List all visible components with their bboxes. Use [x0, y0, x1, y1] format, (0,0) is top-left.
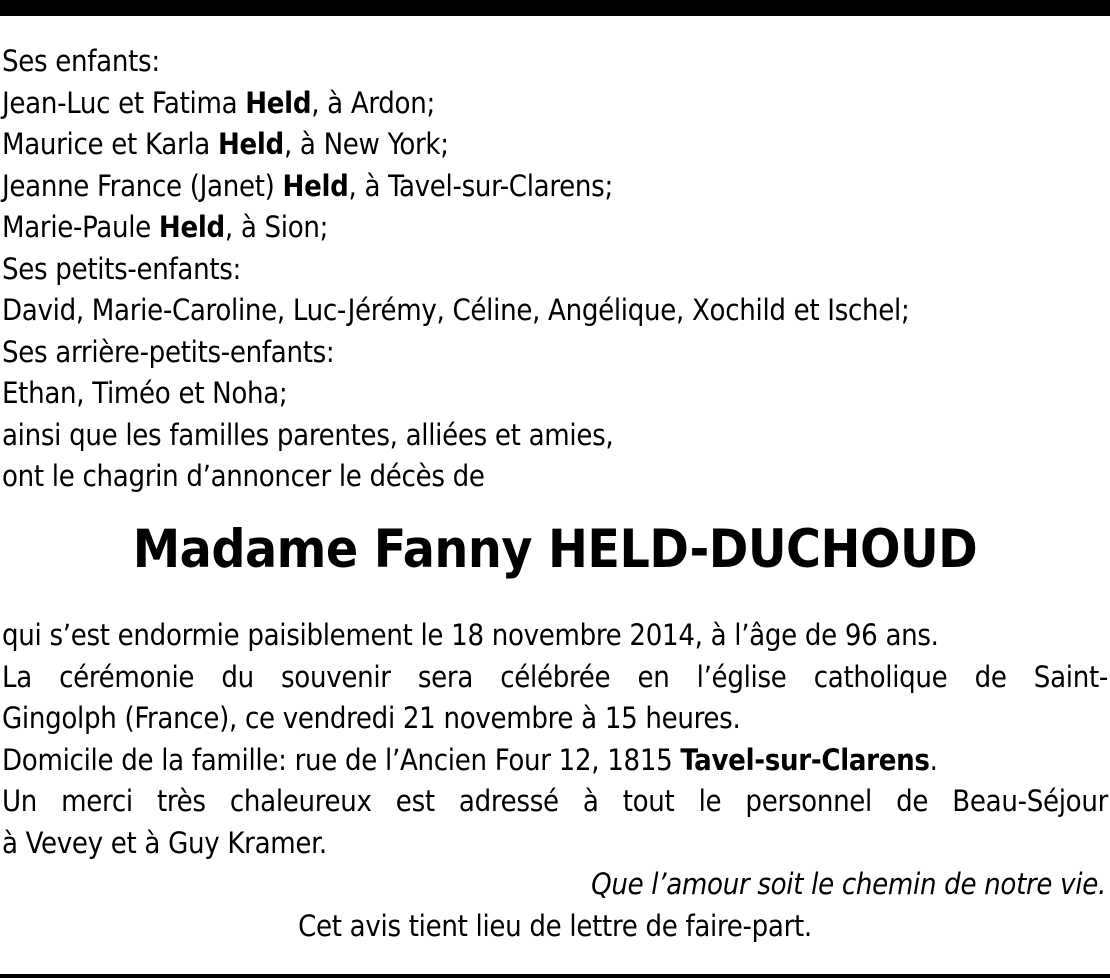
great-grandchildren-names: Ethan, Timéo et Noha; [2, 376, 288, 410]
grandchildren-heading: Ses petits-enfants: [2, 251, 242, 286]
child-location: , à New York; [283, 127, 449, 161]
child-surname: Held [158, 210, 225, 244]
bottom-rule [0, 974, 1110, 978]
announce-line: ont le chagrin d’annoncer le décès de [2, 459, 485, 493]
domicile-line [2, 740, 1108, 782]
ceremony-line: La cérémonie du souvenir sera célébrée en l’église catholique de Saint- [2, 659, 1108, 694]
children-heading: Ses enfants: [2, 44, 160, 78]
ceremony-line: Gingolph (France), ce vendredi 21 novembre à 15 heures. [2, 701, 741, 735]
child-location: , à Tavel-sur-Clarens; [348, 168, 613, 203]
child-line [2, 124, 1108, 166]
child-line [2, 83, 1108, 125]
domicile-place: Tavel-sur-Clarens [680, 742, 930, 777]
child-location: , à Ardon; [311, 85, 435, 120]
domicile-address: Domicile de la famille: rue de l’Ancien Four 12, 1815 [2, 742, 681, 777]
great-grandchildren-heading: Ses arrière-petits-enfants: [2, 334, 335, 369]
closing-note: Cet avis tient lieu de lettre de faire-part. [298, 908, 812, 943]
child-location: , à Sion; [224, 210, 329, 244]
child-first-names: Marie-Paule [2, 210, 159, 244]
thanks-line: à Vevey et à Guy Kramer. [2, 825, 327, 860]
child-first-names: Jean-Luc et Fatima [2, 85, 246, 120]
motto: Que l’amour soit le chemin de notre vie. [591, 867, 1106, 901]
death-line: qui s’est endormie paisiblement le 18 novembre 2014, à l’âge de 96 ans. [2, 618, 939, 652]
child-line [2, 166, 1108, 208]
child-first-names: Maurice et Karla [2, 127, 218, 161]
grandchildren-names: David, Marie-Caroline, Luc-Jérémy, Céline, Angélique, Xochild et Ischel; [2, 293, 910, 327]
top-rule [0, 0, 1110, 16]
child-surname: Held [217, 127, 284, 161]
child-first-names: Jeanne France (Janet) [2, 168, 283, 203]
family-list [2, 41, 1108, 498]
child-surname: Held [245, 85, 312, 120]
families-line: ainsi que les familles parentes, alliées et amies, [2, 417, 614, 452]
domicile-suffix: . [929, 742, 938, 777]
child-surname: Held [282, 168, 349, 203]
child-line [2, 207, 1108, 249]
thanks-line: Un merci très chaleureux est adressé à tout le personnel de Beau-Séjour [2, 784, 1108, 818]
announcement-details [2, 615, 1108, 947]
deceased-name: Madame Fanny HELD-DUCHOUD [132, 519, 978, 580]
